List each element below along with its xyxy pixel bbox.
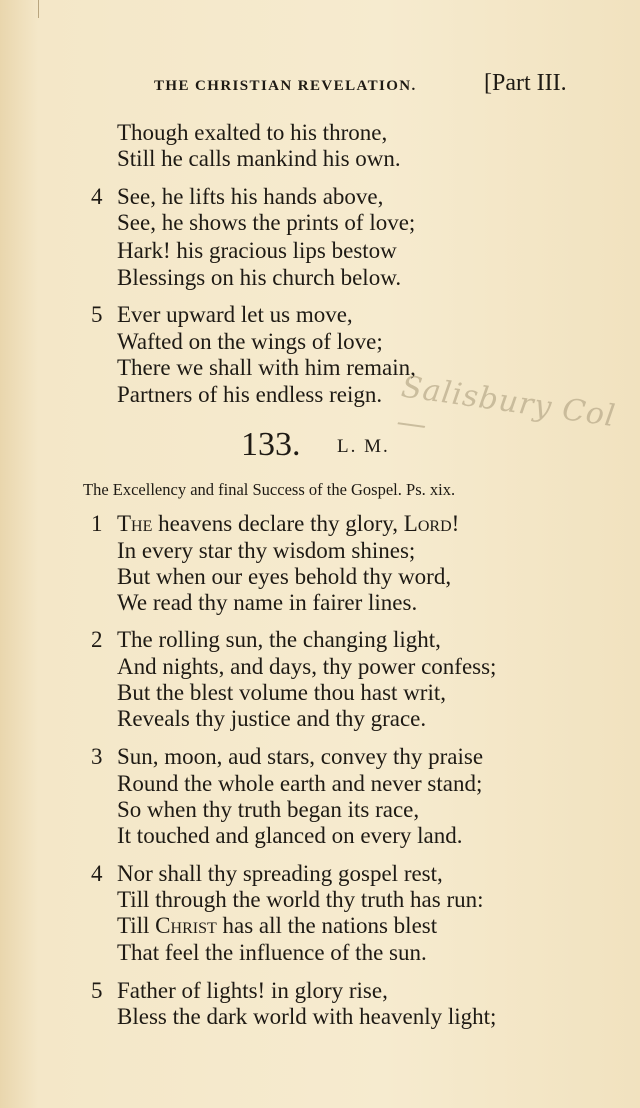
verse-word-sc: Christ	[155, 913, 217, 938]
verse-line: Bless the dark world with heavenly light;	[117, 1004, 497, 1029]
verse-text: has all the nations blest	[216, 913, 438, 938]
hymn-number: 133.	[241, 426, 301, 463]
verse-line: So when thy truth began its race,	[117, 797, 420, 822]
verse-line: And nights, and days, thy power confess;	[117, 654, 497, 679]
page-header	[0, 70, 640, 104]
verse-line: But when our eyes behold thy word,	[117, 564, 452, 589]
verse-line: In every star thy wisdom shines;	[117, 538, 416, 563]
verse-line	[117, 913, 437, 939]
verse-line: Hark! his gracious lips bestow	[117, 238, 397, 263]
verse-line: That feel the influence of the sun.	[117, 940, 427, 965]
verse-line: Though exalted to his throne,	[117, 120, 388, 145]
verse-line: Wafted on the wings of love;	[117, 329, 383, 354]
verse-line: See, he lifts his hands above,	[117, 184, 384, 209]
verse-line: The rolling sun, the changing light,	[117, 627, 441, 652]
verse-line: Blessings on his church below.	[117, 265, 402, 290]
hymn-subtitle: The Excellency and final Success of the Gospel. Ps. xix.	[83, 480, 456, 499]
verse-word-sc: The	[117, 511, 153, 536]
stanza-number: 4	[91, 184, 103, 209]
verse-line: It touched and glanced on every land.	[117, 823, 463, 848]
verse-line: See, he shows the prints of love;	[117, 210, 416, 235]
stanza-number: 3	[91, 744, 103, 769]
stanza-number: 1	[91, 511, 103, 536]
verse-text: heavens declare thy glory,	[152, 511, 404, 536]
hymn-meter: L. M.	[337, 436, 390, 457]
verse-line: Round the whole earth and never stand;	[117, 771, 483, 796]
verse-line: We read thy name in fairer lines.	[117, 590, 418, 615]
verse-line: Father of lights! in glory rise,	[117, 978, 388, 1003]
verse-text: !	[451, 511, 460, 536]
verse-line: Nor shall thy spreading gospel rest,	[117, 861, 443, 886]
stanza-number: 5	[91, 302, 103, 327]
stanza-number: 4	[91, 861, 103, 886]
pencil-annotation: Salisbury Col—	[394, 369, 618, 444]
page-corner-mark	[30, 0, 39, 18]
verse-line: Ever upward let us move,	[117, 302, 353, 327]
verse-line: Partners of his endless reign.	[117, 382, 383, 407]
part-label: [Part III.	[484, 70, 567, 96]
verse-line: Still he calls mankind his own.	[117, 146, 401, 171]
stanza-number: 2	[91, 627, 103, 652]
running-title: THE CHRISTIAN REVELATION.	[154, 78, 417, 94]
verse-line: But the blest volume thou hast writ,	[117, 680, 446, 705]
verse-word-sc: Lord	[403, 511, 452, 536]
stanza-number: 5	[91, 978, 103, 1003]
verse-line: There we shall with him remain,	[117, 355, 416, 380]
verse-line: Sun, moon, aud stars, convey thy praise	[117, 744, 484, 769]
verse-line: Reveals thy justice and thy grace.	[117, 706, 427, 731]
verse-line: Till through the world thy truth has run:	[117, 887, 484, 912]
verse-line	[117, 511, 459, 537]
verse-text: Till	[117, 913, 156, 938]
